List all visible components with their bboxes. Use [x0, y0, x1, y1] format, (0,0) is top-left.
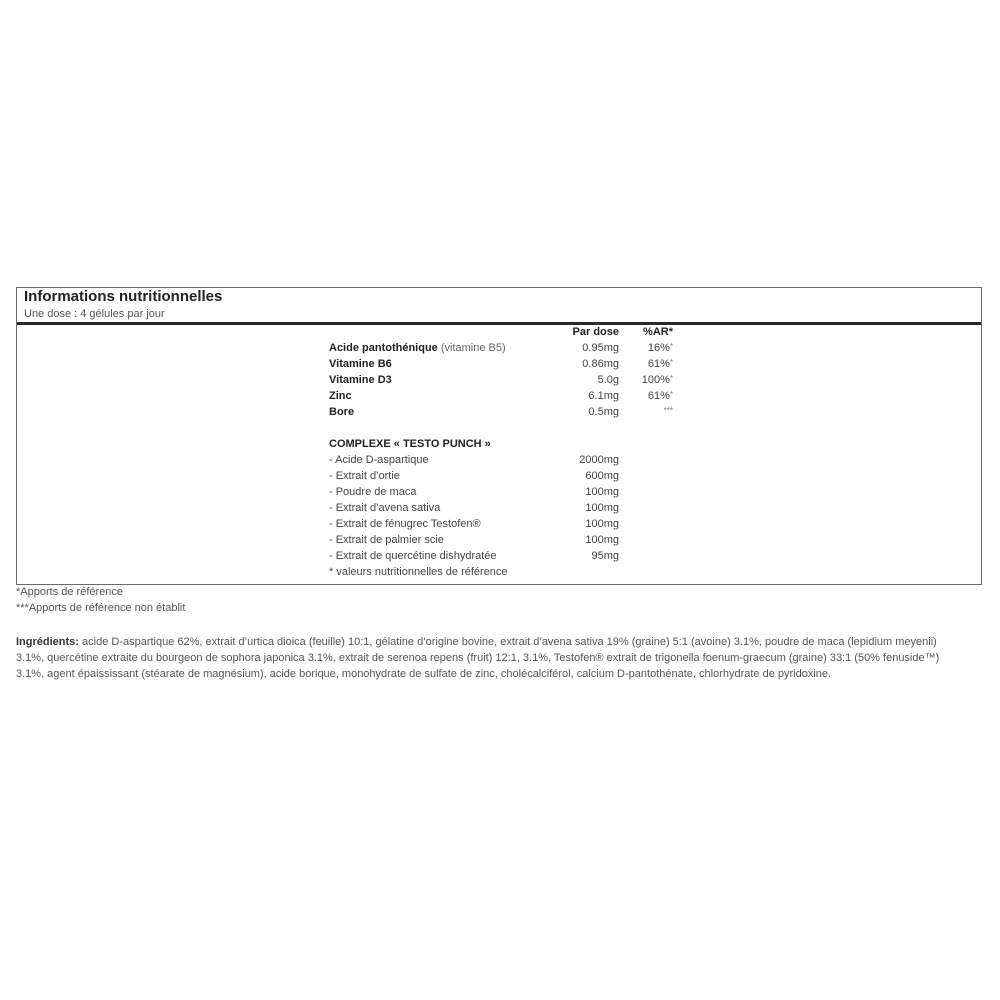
ingredients-block — [16, 634, 964, 682]
ar-mark: * — [669, 390, 673, 399]
complex-item-dose: 2000mg — [579, 454, 619, 466]
complex-item-name: - Extrait d’ortie — [329, 470, 400, 482]
nutrient-dose: 0.86mg — [582, 358, 619, 370]
complex-item-dose: 95mg — [591, 550, 619, 562]
panel-title: Informations nutritionnelles — [24, 288, 223, 305]
complex-item-name: - Extrait de palmier scie — [329, 534, 444, 546]
ar-mark: * — [669, 374, 673, 383]
complex-item-name: - Extrait de quercétine dishydratée — [329, 550, 497, 562]
nutrient-name: Vitamine D3 — [329, 374, 392, 386]
nutrient-dose: 6.1mg — [588, 390, 619, 402]
complex-item-dose: 100mg — [585, 534, 619, 546]
ingredients-text: acide D-aspartique 62%, extrait d’urtica dioica (feuille) 10:1, gélatine d’origine bovine, extrait d’avena sativa 19% (graine) 5:1 (avoine) 3.1%, poudre de maca (lepidium meyenii) 3.1%, quercétine extraite du bourgeon de sophora japonica 3.1%, extrait de serenoa repens (fruit) 12:1, 3.1%, Testofen® extrait de trigonella foenum-graecum (graine) 33:1 (50% fenuside™) 3.1%, agent épaississant (stéarate de magnésium), acide borique, monohydrate de sulfate de zinc, cholécalciférol, calcium D-pantothénate, chlorhydrate de pyridoxine. — [16, 636, 940, 680]
ar-mark: *** — [663, 406, 673, 415]
complex-item-dose: 100mg — [585, 502, 619, 514]
nutrient-dose: 0.95mg — [582, 342, 619, 354]
complex-title: COMPLEXE « TESTO PUNCH » — [329, 438, 491, 450]
ar-mark: * — [669, 358, 673, 367]
table-footnote: * valeurs nutritionnelles de référence — [329, 566, 508, 578]
complex-item-name: - Extrait de fénugrec Testofen® — [329, 518, 481, 530]
ar-mark: * — [669, 342, 673, 351]
nutrition-panel — [16, 287, 982, 585]
header-ar: %AR* — [643, 326, 673, 338]
note-reference: *Apports de référence — [16, 586, 124, 598]
complex-item-name: - Extrait d’avena sativa — [329, 502, 441, 514]
nutrient-dose: 0.5mg — [588, 406, 619, 418]
nutrient-ar: 16% — [647, 342, 670, 354]
nutrient-name: Zinc — [329, 390, 352, 402]
nutrient-ar: 61% — [647, 358, 670, 370]
note-no-reference: ***Apports de référence non établit — [16, 602, 186, 614]
nutrient-note: (vitamine B5) — [440, 342, 506, 354]
nutrient-name: Bore — [329, 406, 355, 418]
complex-item-dose: 600mg — [585, 470, 619, 482]
complex-item-dose: 100mg — [585, 486, 619, 498]
nutrient-ar: 100% — [641, 374, 670, 386]
nutrient-name: Acide pantothénique — [329, 342, 438, 354]
header-divider — [17, 322, 981, 325]
header-per-dose: Par dose — [572, 326, 619, 338]
panel-subtitle: Une dose : 4 gélules par jour — [24, 308, 165, 320]
complex-item-name: - Acide D-aspartique — [329, 454, 429, 466]
ingredients-label: Ingrédients: — [16, 636, 79, 648]
nutrient-dose: 5.0g — [597, 374, 619, 386]
complex-item-dose: 100mg — [585, 518, 619, 530]
nutrient-ar: 61% — [647, 390, 670, 402]
nutrient-name: Vitamine B6 — [329, 358, 392, 370]
complex-item-name: - Poudre de maca — [329, 486, 417, 498]
